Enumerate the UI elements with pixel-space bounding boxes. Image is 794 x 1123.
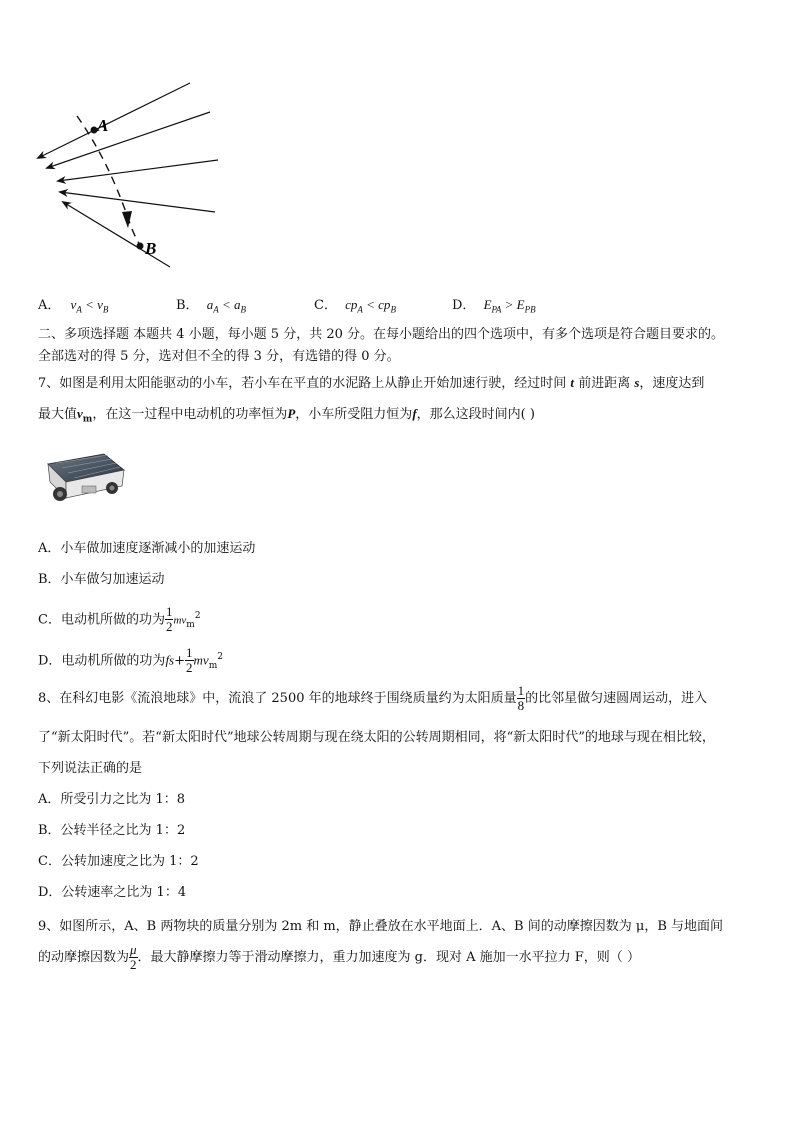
q7-option-b[interactable]: B．小车做匀加速运动 bbox=[38, 572, 165, 587]
section2-instructions-line1: 二、多项选择题 本题共 4 小题，每小题 5 分，共 20 分。在每小题给出的四个选项中，有多个选项是符合题目要求的。 bbox=[38, 327, 725, 342]
q7-option-c[interactable]: C．电动机所做的功为 $\frac{1}{2}$ $mv_m^2$ bbox=[38, 604, 201, 635]
q6-option-c[interactable]: C． $cp_A < cp_B$ bbox=[314, 297, 396, 315]
solar-car-image bbox=[42, 448, 128, 506]
q9-stem-line1: 9、如图所示，A、B 两物块的质量分别为 2m 和 m，静止叠放在水平地面上．A、B 间的动摩擦因数为 μ，B 与地面间 bbox=[38, 919, 724, 934]
q6-option-d[interactable]: D． $E_{PA} > E_{PB}$ bbox=[452, 297, 536, 315]
fraction-one-half: $\frac{1}{2}$ bbox=[165, 604, 173, 635]
q7-stem-line1: 7、如图是利用太阳能驱动的小车，若小车在平直的水泥路上从静止开始加速行驶，经过时间 t 前进距离 s，速度达到 bbox=[38, 375, 705, 391]
q8-option-d[interactable]: D．公转速率之比为 1：4 bbox=[38, 885, 187, 900]
field-line-figure bbox=[30, 80, 230, 280]
q7-stem-line2: 最大值$v_m$，在这一过程中电动机的功率恒为P，小车所受阻力恒为f，那么这段时间内( ) bbox=[38, 406, 535, 425]
point-b-dot bbox=[137, 243, 144, 250]
point-a-label: A bbox=[97, 116, 109, 135]
q7-option-d[interactable]: D．电动机所做的功为fs+ $\frac{1}{2}$ $mv_m^2$ bbox=[38, 645, 223, 676]
trajectory-path bbox=[77, 116, 140, 245]
q6-option-b[interactable]: B． $a_A < a_B$ bbox=[176, 297, 246, 315]
q8-option-c[interactable]: C．公转加速度之比为 1：2 bbox=[38, 854, 199, 869]
fraction-one-eighth: $\frac{1}{8}$ bbox=[517, 683, 525, 713]
fraction-mu-half: $\frac{\mu}{2}$ bbox=[130, 942, 137, 972]
q8-option-b[interactable]: B．公转半径之比为 1：2 bbox=[38, 823, 186, 838]
point-b-label: B bbox=[145, 239, 157, 258]
field-line-2 bbox=[47, 112, 210, 168]
q7-option-a[interactable]: A．小车做加速度逐渐减小的加速运动 bbox=[38, 541, 256, 556]
q9-stem-line2: 的动摩擦因数为 $\frac{\mu}{2}$ ．最大静摩擦力等于滑动摩擦力，重力加速度为 g．现对 A 施加一水平拉力 F，则（ ） bbox=[38, 942, 640, 972]
q8-stem-line3: 下列说法正确的是 bbox=[38, 761, 143, 776]
field-line-1 bbox=[38, 83, 190, 158]
q6-option-a[interactable]: A． $v_A < v_B$ bbox=[38, 297, 109, 315]
q8-stem-line1: 8、在科幻电影《流浪地球》中，流浪了 2500 年的地球终于围绕质量约为太阳质量 $\frac{1}{8}$ 的比邻星做匀速圆周运动，进入 bbox=[38, 683, 708, 713]
section2-instructions-line2: 全部选对的得 5 分，选对但不全的得 3 分，有选错的得 0 分。 bbox=[38, 349, 400, 364]
field-line-3 bbox=[58, 160, 218, 181]
q8-stem-line2: 了“新太阳时代”。若“新太阳时代”地球公转周期与现在绕太阳的公转周期相同，将“新太阳时代”的地球与现在相比较， bbox=[38, 730, 715, 745]
field-line-4 bbox=[60, 192, 215, 212]
fraction-one-half: $\frac{1}{2}$ bbox=[186, 645, 193, 676]
q8-option-a[interactable]: A．所受引力之比为 1：8 bbox=[38, 792, 186, 807]
